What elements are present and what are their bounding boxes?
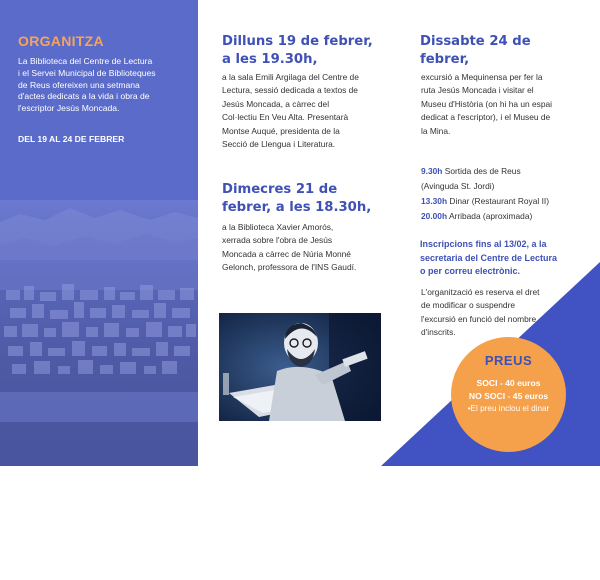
organitza-text — [18, 56, 188, 115]
price-member: SOCI - 40 euros — [476, 378, 541, 388]
event-saturday-description — [421, 71, 556, 138]
event-title-line: a les 19.30h, — [222, 51, 318, 67]
prices-badge — [451, 337, 566, 452]
description-line: Moncada a càrrec de Núria Monné — [222, 248, 351, 259]
schedule-text: (Avinguda St. Jordi) — [421, 181, 495, 191]
reservation-disclaimer — [421, 286, 561, 340]
description-line: a la sala Emili Argilaga del Centre de — [222, 72, 359, 82]
organitza-title: ORGANITZA — [18, 33, 104, 49]
signup-line: secretaria del Centre de Lectura — [420, 252, 558, 263]
disclaimer-line: l'excursió en funció del nombre — [421, 313, 537, 324]
event-dates: DEL 19 AL 24 DE FEBRER — [18, 134, 125, 144]
event-monday-title — [222, 33, 382, 68]
description-line: Gelonch, professora de l'INS Gaudí. — [222, 262, 357, 273]
description-line: Montse Auqué, presidenta de la — [222, 125, 340, 136]
event-wednesday-description — [222, 221, 382, 275]
schedule-time: 20.00h — [421, 211, 448, 221]
price-non-member: NO SOCI - 45 euros — [468, 391, 549, 401]
signup-line: Inscripcions fins al 13/02, a la — [420, 239, 547, 249]
schedule-row — [421, 164, 581, 179]
organitza-line: La Biblioteca del Centre de Lectura — [18, 56, 153, 66]
description-line: Secció de Llengua i Literatura. — [222, 139, 336, 150]
writer-photo-image — [219, 313, 381, 421]
description-line: Museu d'Història (on hi ha un espai — [421, 98, 553, 109]
event-title-line: febrer, a les 18.30h, — [222, 199, 372, 215]
event-saturday-title — [420, 33, 590, 68]
organitza-line: de Reus ofereixen una setmana — [18, 79, 140, 90]
organitza-line: i el Servei Municipal de Biblioteques — [18, 67, 156, 78]
event-title-line: febrer, — [420, 51, 470, 67]
disclaimer-line: de modificar o suspendre — [421, 300, 516, 311]
disclaimer-line: L'organització es reserva el dret — [421, 287, 540, 297]
organitza-line: d'actes dedicats a la vida i obra de — [18, 91, 150, 102]
description-line: Col·lectiu En Veu Alta. Presentarà — [222, 112, 349, 123]
organitza-line: l'escriptor Jesús Moncada. — [18, 103, 120, 114]
description-line: xerrada sobre l'obra de Jesús — [222, 235, 333, 246]
writer-photo — [219, 313, 381, 421]
schedule-row — [421, 179, 581, 194]
event-monday-description — [222, 71, 382, 151]
description-line: a la Biblioteca Xavier Amorós, — [222, 222, 334, 232]
disclaimer-line: d'inscrits. — [421, 327, 456, 338]
description-line: Lectura, sessió dedicada a textos de — [222, 85, 358, 96]
description-line: ruta Jesús Moncada i visitar el — [421, 85, 534, 96]
schedule-text: Dinar (Restaurant Royal II) — [447, 196, 550, 206]
signup-notice — [420, 238, 590, 279]
event-title-line: Dimecres 21 de — [222, 182, 338, 197]
town-photo — [0, 200, 198, 466]
description-line: la Mina. — [421, 125, 451, 136]
left-panel — [0, 0, 198, 466]
prices-title: PREUS — [484, 353, 533, 368]
event-wednesday-title — [222, 181, 382, 216]
schedule-text: Sortida des de Reus — [442, 166, 521, 176]
schedule-text: Arribada (aproximada) — [447, 211, 533, 221]
description-line: Jesús Moncada, a càrrec del — [222, 98, 330, 109]
excursion-schedule — [421, 164, 581, 224]
schedule-time: 9.30h — [421, 166, 443, 176]
schedule-time: 13.30h — [421, 196, 448, 206]
price-note: •El preu inclou el dinar — [467, 404, 550, 413]
description-line: dedicat a l'escriptor), i el Museu de — [421, 112, 551, 123]
schedule-row — [421, 194, 581, 209]
signup-line: o per correu electrònic. — [420, 266, 521, 276]
schedule-row — [421, 209, 581, 224]
description-line: excursió a Mequinensa per fer la — [421, 72, 543, 82]
event-title-line: Dilluns 19 de febrer, — [222, 34, 373, 49]
event-title-line: Dissabte 24 de — [420, 34, 531, 49]
